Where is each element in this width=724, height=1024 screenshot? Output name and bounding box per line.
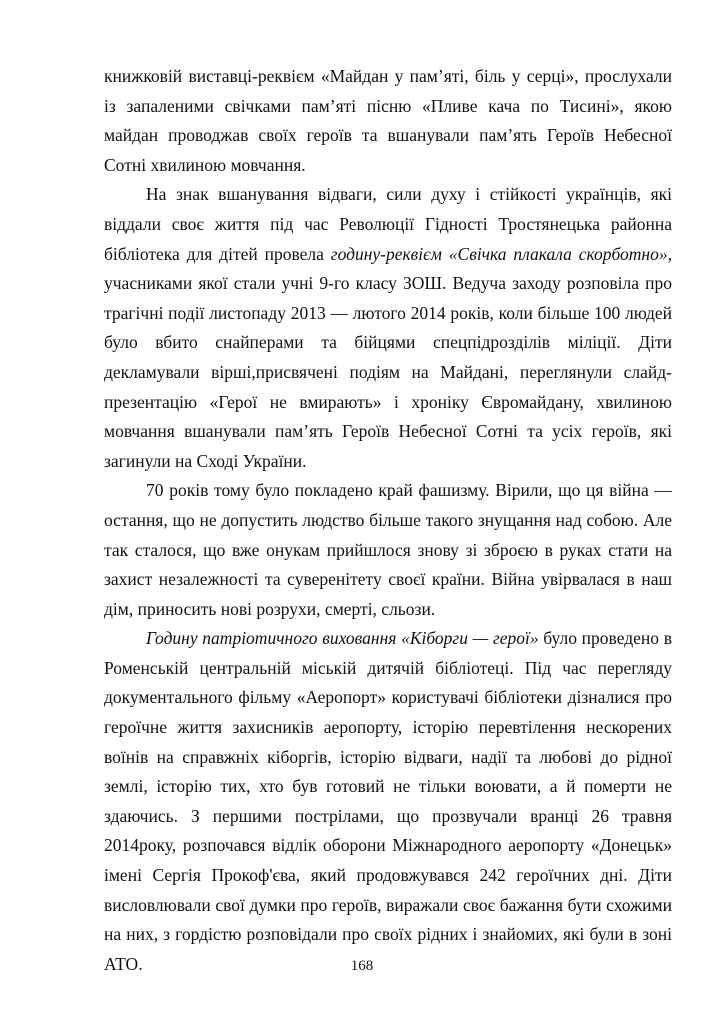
paragraph-2-italic-event: годину-реквієм «Свічка плакала скорботно»: [330, 243, 668, 264]
paragraph-1: [104, 62, 672, 180]
document-page: [104, 62, 672, 979]
paragraph-2-text-before: На знак вшанування відваги, сили духу і стійкості українців, які віддали своє життя під час Революції Гідності Тростянецька районна бібліотека для дітей провела: [104, 184, 672, 264]
paragraph-3-text: 70 років тому було покладено край фашизму. Вірили, що ця війна — остання, що не допустить людство більше такого знущання над собою. Але так сталося, що вже онукам прийшлося знову зі зброєю в руках стати на захист незалежності та суверенітету своєї країни. Війна увірвалася в наш дім, приносить нові розрухи, смерті, сльози.: [104, 480, 672, 619]
paragraph-2: [104, 180, 672, 476]
paragraph-4: [104, 624, 672, 979]
paragraph-3: [104, 476, 672, 624]
paragraph-4-text-after: було проведено в Роменській центральній міській дитячій бібліотеці. Під час перегляду документального фільму «Аеропорт» користувачі бібліотеки дізналися про героїчне життя захисників аеропорту, історію перевтілення нескорених воїнів на справжніх кіборгів, історію відваги, надії та любові до рідної землі, історію тих, хто був готовий не тільки воювати, а й померти не здаючись. З першими пострілами, що прозвучали вранці 26 травня 2014року, розпочався відлік оборони Міжнародного аеропорту «Донецьк» імені Сергія Прокоф'єва, який продовжувався 242 героїчних дні. Діти висловлювали свої думки про героїв, виражали своє бажання бути схожими на них, з гордістю розповідали про своїх рідних і знайомих, які були в зоні АТО.: [104, 628, 672, 974]
page-number: 168: [350, 958, 374, 974]
paragraph-1-text: книжковій виставці-реквієм «Майдан у пам’яті, біль у серці», прослухали із запаленими свічками пам’яті пісню «Пливе кача по Тисині», якою майдан проводжав своїх героїв та вшанували пам’ять Героїв Небесної Сотні хвилиною мовчання.: [104, 66, 672, 175]
paragraph-4-italic-event: Годину патріотичного виховання «Кіборги — герої»: [146, 628, 539, 649]
paragraph-2-text-after: , учасниками якої стали учні 9-го класу ЗОШ. Ведуча заходу розповіла про трагічні події листопаду 2013 — лютого 2014 років, коли більше 100 людей було вбито снайперами та бійцями спецпідрозділів міліції. Діти декламували вірші,присвячені подіям на Майдані, переглянули слайд-презентацію «Герої не вмирають» і хроніку Євромайдану, хвилиною мовчання вшанували пам’ять Героїв Небесної Сотні та усіх героїв, які загинули на Сході України.: [104, 243, 672, 471]
